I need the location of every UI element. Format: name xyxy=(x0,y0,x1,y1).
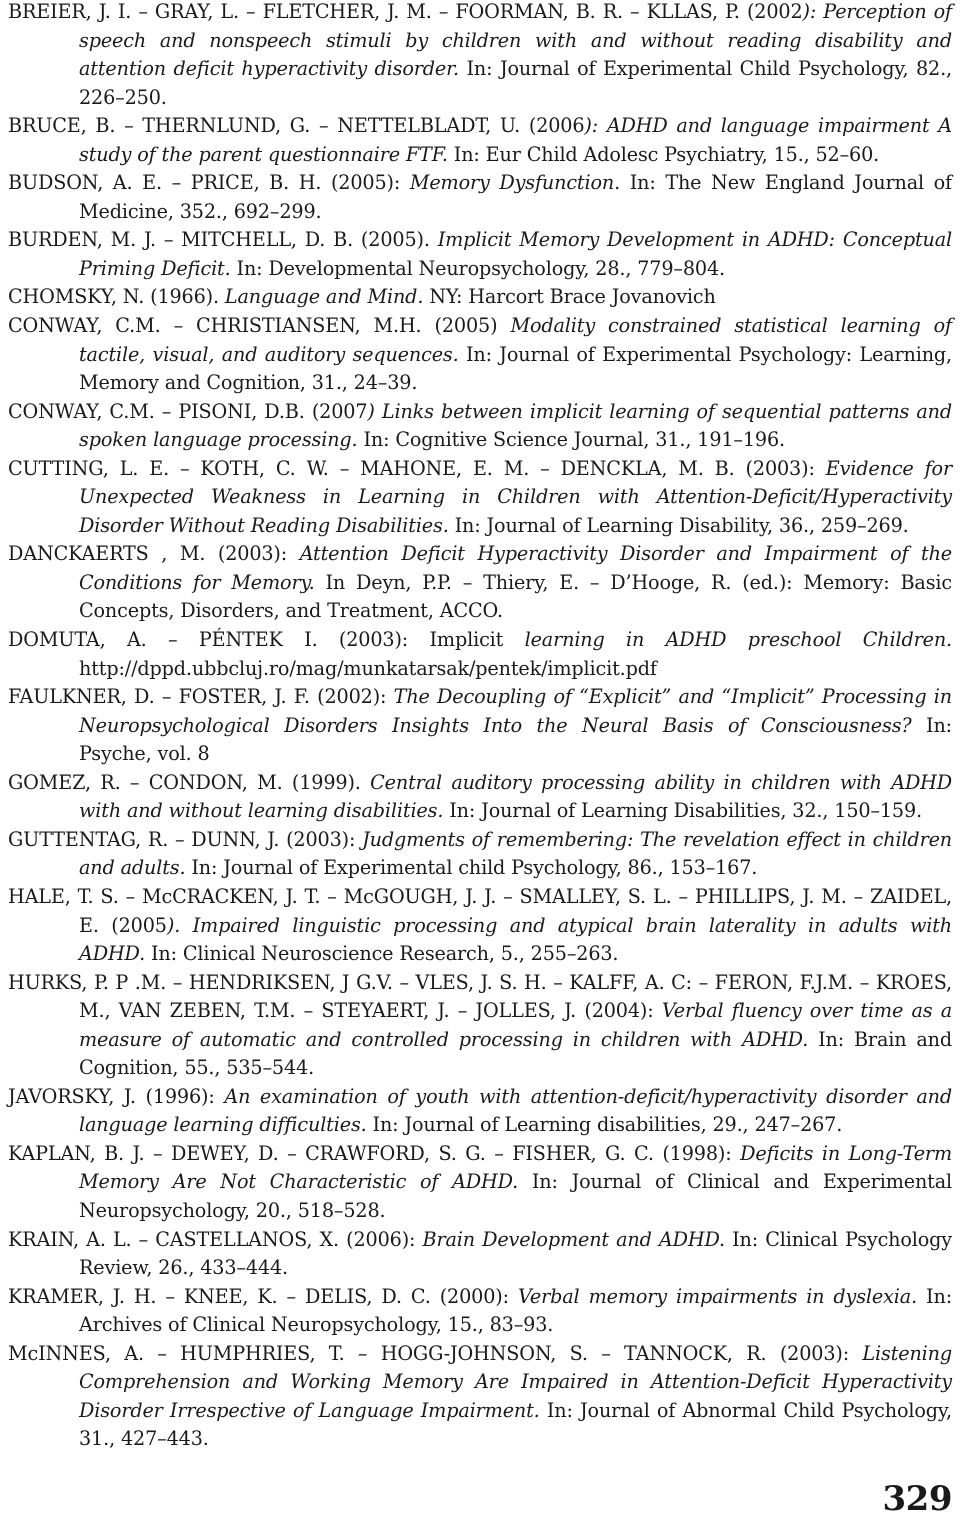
reference-title: Implicit Memory Development in ADHD: Conceptual Priming Deficit. xyxy=(79,228,952,280)
reference-source: In: Journal of Experimental Psychology: Learning, Memory and Cognition, 31., 24–39. xyxy=(79,342,952,395)
reference-authors: McINNES, A. – HUMPHRIES, T. – HOGG-JOHNSON, S. – TANNOCK, R. (2003): xyxy=(8,1341,863,1365)
reference-entry xyxy=(8,112,952,169)
reference-authors: KAPLAN, B. J. – DEWEY, D. – CRAWFORD, S. G. – FISHER, G. C. (1998): xyxy=(8,1141,741,1165)
reference-entry xyxy=(8,1340,952,1454)
reference-title: The Decoupling of “Explicit” and “Implicit” Processing in Neuropsychological Disorders Insights Into the Neural Basis of Consciousness? xyxy=(79,685,952,737)
reference-source: In: The New England Journal of Medicine, 352., 692–299. xyxy=(79,171,952,223)
reference-authors: BRUCE, B. – THERNLUND, G. – NETTELBLADT, U. (2006 xyxy=(8,114,585,138)
reference-entry xyxy=(8,883,952,969)
reference-title: ) Links between implicit learning of sequential patterns and spoken language processing. xyxy=(79,399,952,452)
reference-authors: CONWAY, C.M. – PISONI, D.B. (2007 xyxy=(8,399,368,423)
page-number: 329 xyxy=(882,1479,952,1519)
reference-authors: JAVORSKY, J. (1996): xyxy=(8,1084,225,1108)
reference-entry xyxy=(8,226,952,283)
reference-authors: GOMEZ, R. – CONDON, M. (1999). xyxy=(8,770,371,794)
reference-source: In: Journal of Experimental child Psychology, 86., 153–167. xyxy=(185,856,758,880)
reference-entry xyxy=(8,540,952,626)
reference-title: Memory Dysfunction. xyxy=(409,171,621,195)
reference-source: In: Journal of Abnormal Child Psychology, 31., 427–443. xyxy=(79,1398,952,1451)
reference-source: In: Journal of Learning Disability, 36., 259–269. xyxy=(448,513,909,537)
reference-title: Verbal fluency over time as a measure of automatic and controlled processing in children with ADHD. xyxy=(79,999,952,1051)
reference-authors: BURDEN, M. J. – MITCHELL, D. B. (2005). xyxy=(8,228,438,252)
reference-title: Modality constrained statistical learning of tactile, visual, and auditory sequences. xyxy=(79,314,953,366)
reference-authors: DOMUTA, A. – PÉNTEK I. (2003): Implicit xyxy=(8,628,525,652)
reference-entry xyxy=(8,312,952,398)
reference-entry xyxy=(8,683,952,769)
reference-source: In: Journal of Learning Disabilities, 32., 150–159. xyxy=(443,799,922,823)
reference-entry xyxy=(8,1083,952,1140)
reference-entry xyxy=(8,283,952,312)
reference-title: Brain Development and ADHD. xyxy=(422,1227,725,1251)
reference-authors: HURKS, P. P .M. – HENDRIKSEN, J G.V. – VLES, J. S. H. – KALFF, A. C: – FERON, F.J.M. – KROES, M., VAN ZEBEN, T.M. – STEYAERT, J. – JOLLES, J. (2004): xyxy=(8,970,952,1023)
reference-source: In: Eur Child Adolesc Psychiatry, 15., 52–60. xyxy=(447,142,880,166)
reference-source: In: Clinical Psychology Review, 26., 433–444. xyxy=(79,1227,952,1280)
reference-authors: DANCKAERTS , M. (2003): xyxy=(8,542,300,566)
reference-title: Listening Comprehension and Working Memory Are Impaired in Attention-Deficit Hyperactivity Disorder Irrespective of Language Impairment. xyxy=(79,1341,952,1422)
reference-source: In: Developmental Neuropsychology, 28., 779–804. xyxy=(230,256,725,280)
reference-entry xyxy=(8,169,952,226)
reference-source: In: Journal of Clinical and Experimental Neuropsychology, 20., 518–528. xyxy=(79,1170,952,1222)
reference-title: An examination of youth with attention-deficit/hyperactivity disorder and language learning difficulties. xyxy=(79,1084,952,1137)
reference-entry xyxy=(8,455,952,541)
reference-title: Verbal memory impairments in dyslexia. xyxy=(517,1284,918,1308)
reference-source: http://dppd.ubbcluj.ro/mag/munkatarsak/pentek/implicit.pdf xyxy=(79,656,657,680)
reference-source: In: Brain and Cognition, 55., 535–544. xyxy=(79,1027,952,1080)
reference-authors: BREIER, J. I. – GRAY, L. – FLETCHER, J. M. – FOORMAN, B. R. – KLLAS, P. (2002 xyxy=(8,0,803,23)
reference-title: Attention Deficit Hyperactivity Disorder and Impairment of the Conditions for Memory. xyxy=(79,542,953,594)
reference-authors: KRAMER, J. H. – KNEE, K. – DELIS, D. C. (2000): xyxy=(8,1284,518,1308)
reference-source: In: Cognitive Science Journal, 31., 191–196. xyxy=(357,428,785,452)
reference-source: In: Journal of Experimental Child Psychology, 82., 226–250. xyxy=(79,57,952,109)
reference-title: ). Impaired linguistic processing and atypical brain laterality in adults with ADHD. xyxy=(79,913,953,966)
reference-authors: GUTTENTAG, R. – DUNN, J. (2003): xyxy=(8,827,363,851)
reference-list xyxy=(8,0,952,1454)
reference-source: In: Clinical Neuroscience Research, 5., 255–263. xyxy=(145,942,619,966)
reference-authors: KRAIN, A. L. – CASTELLANOS, X. (2006): xyxy=(8,1227,423,1251)
reference-title: ): ADHD and language impairment A study of the parent questionnaire FTF. xyxy=(79,114,952,166)
reference-entry xyxy=(8,769,952,826)
reference-authors: FAULKNER, D. – FOSTER, J. F. (2002): xyxy=(8,685,394,709)
reference-source: In: Archives of Clinical Neuropsychology, 15., 83–93. xyxy=(79,1284,953,1337)
reference-source: In: Psyche, vol. 8 xyxy=(79,713,952,766)
reference-title: learning in ADHD preschool Children. xyxy=(524,628,952,652)
reference-source: In: Journal of Learning disabilities, 29., 247–267. xyxy=(366,1113,843,1137)
reference-authors: CHOMSKY, N. (1966). xyxy=(8,285,225,309)
reference-authors: CUTTING, L. E. – KOTH, C. W. – MAHONE, E. M. – DENCKLA, M. B. (2003): xyxy=(8,456,826,480)
reference-entry xyxy=(8,1140,952,1226)
reference-title: Evidence for Unexpected Weakness in Learning in Children with Attention-Deficit/Hyperactivity Disorder Without Reading Disabilities. xyxy=(79,456,952,537)
reference-title: Central auditory processing ability in children with ADHD with and without learning disabilities. xyxy=(79,770,952,823)
reference-title: ): Perception of speech and nonspeech stimuli by children with and without reading disability and attention deficit hyperactivity disorder. xyxy=(79,0,952,81)
reference-title: Judgments of remembering: The revelation effect in children and adults. xyxy=(79,827,952,880)
reference-entry xyxy=(8,0,952,112)
reference-entry xyxy=(8,969,952,1083)
reference-entry xyxy=(8,826,952,883)
reference-source: In Deyn, P.P. – Thiery, E. – D’Hooge, R. (ed.): Memory: Basic Concepts, Disorders, and Treatment, ACCO. xyxy=(79,570,952,623)
reference-entry xyxy=(8,1283,952,1340)
reference-authors: BUDSON, A. E. – PRICE, B. H. (2005): xyxy=(8,171,410,195)
reference-authors: CONWAY, C.M. – CHRISTIANSEN, M.H. (2005) xyxy=(8,314,511,338)
reference-title: Deficits in Long-Term Memory Are Not Characteristic of ADHD. xyxy=(79,1141,952,1194)
reference-source: NY: Harcort Brace Jovanovich xyxy=(423,285,716,309)
reference-entry xyxy=(8,1226,952,1283)
reference-entry xyxy=(8,398,952,455)
reference-title: Language and Mind. xyxy=(224,285,424,309)
reference-entry xyxy=(8,626,952,683)
reference-authors: HALE, T. S. – McCRACKEN, J. T. – McGOUGH, J. J. – SMALLEY, S. L. – PHILLIPS, J. M. – ZAIDEL, E. (2005 xyxy=(8,884,952,937)
